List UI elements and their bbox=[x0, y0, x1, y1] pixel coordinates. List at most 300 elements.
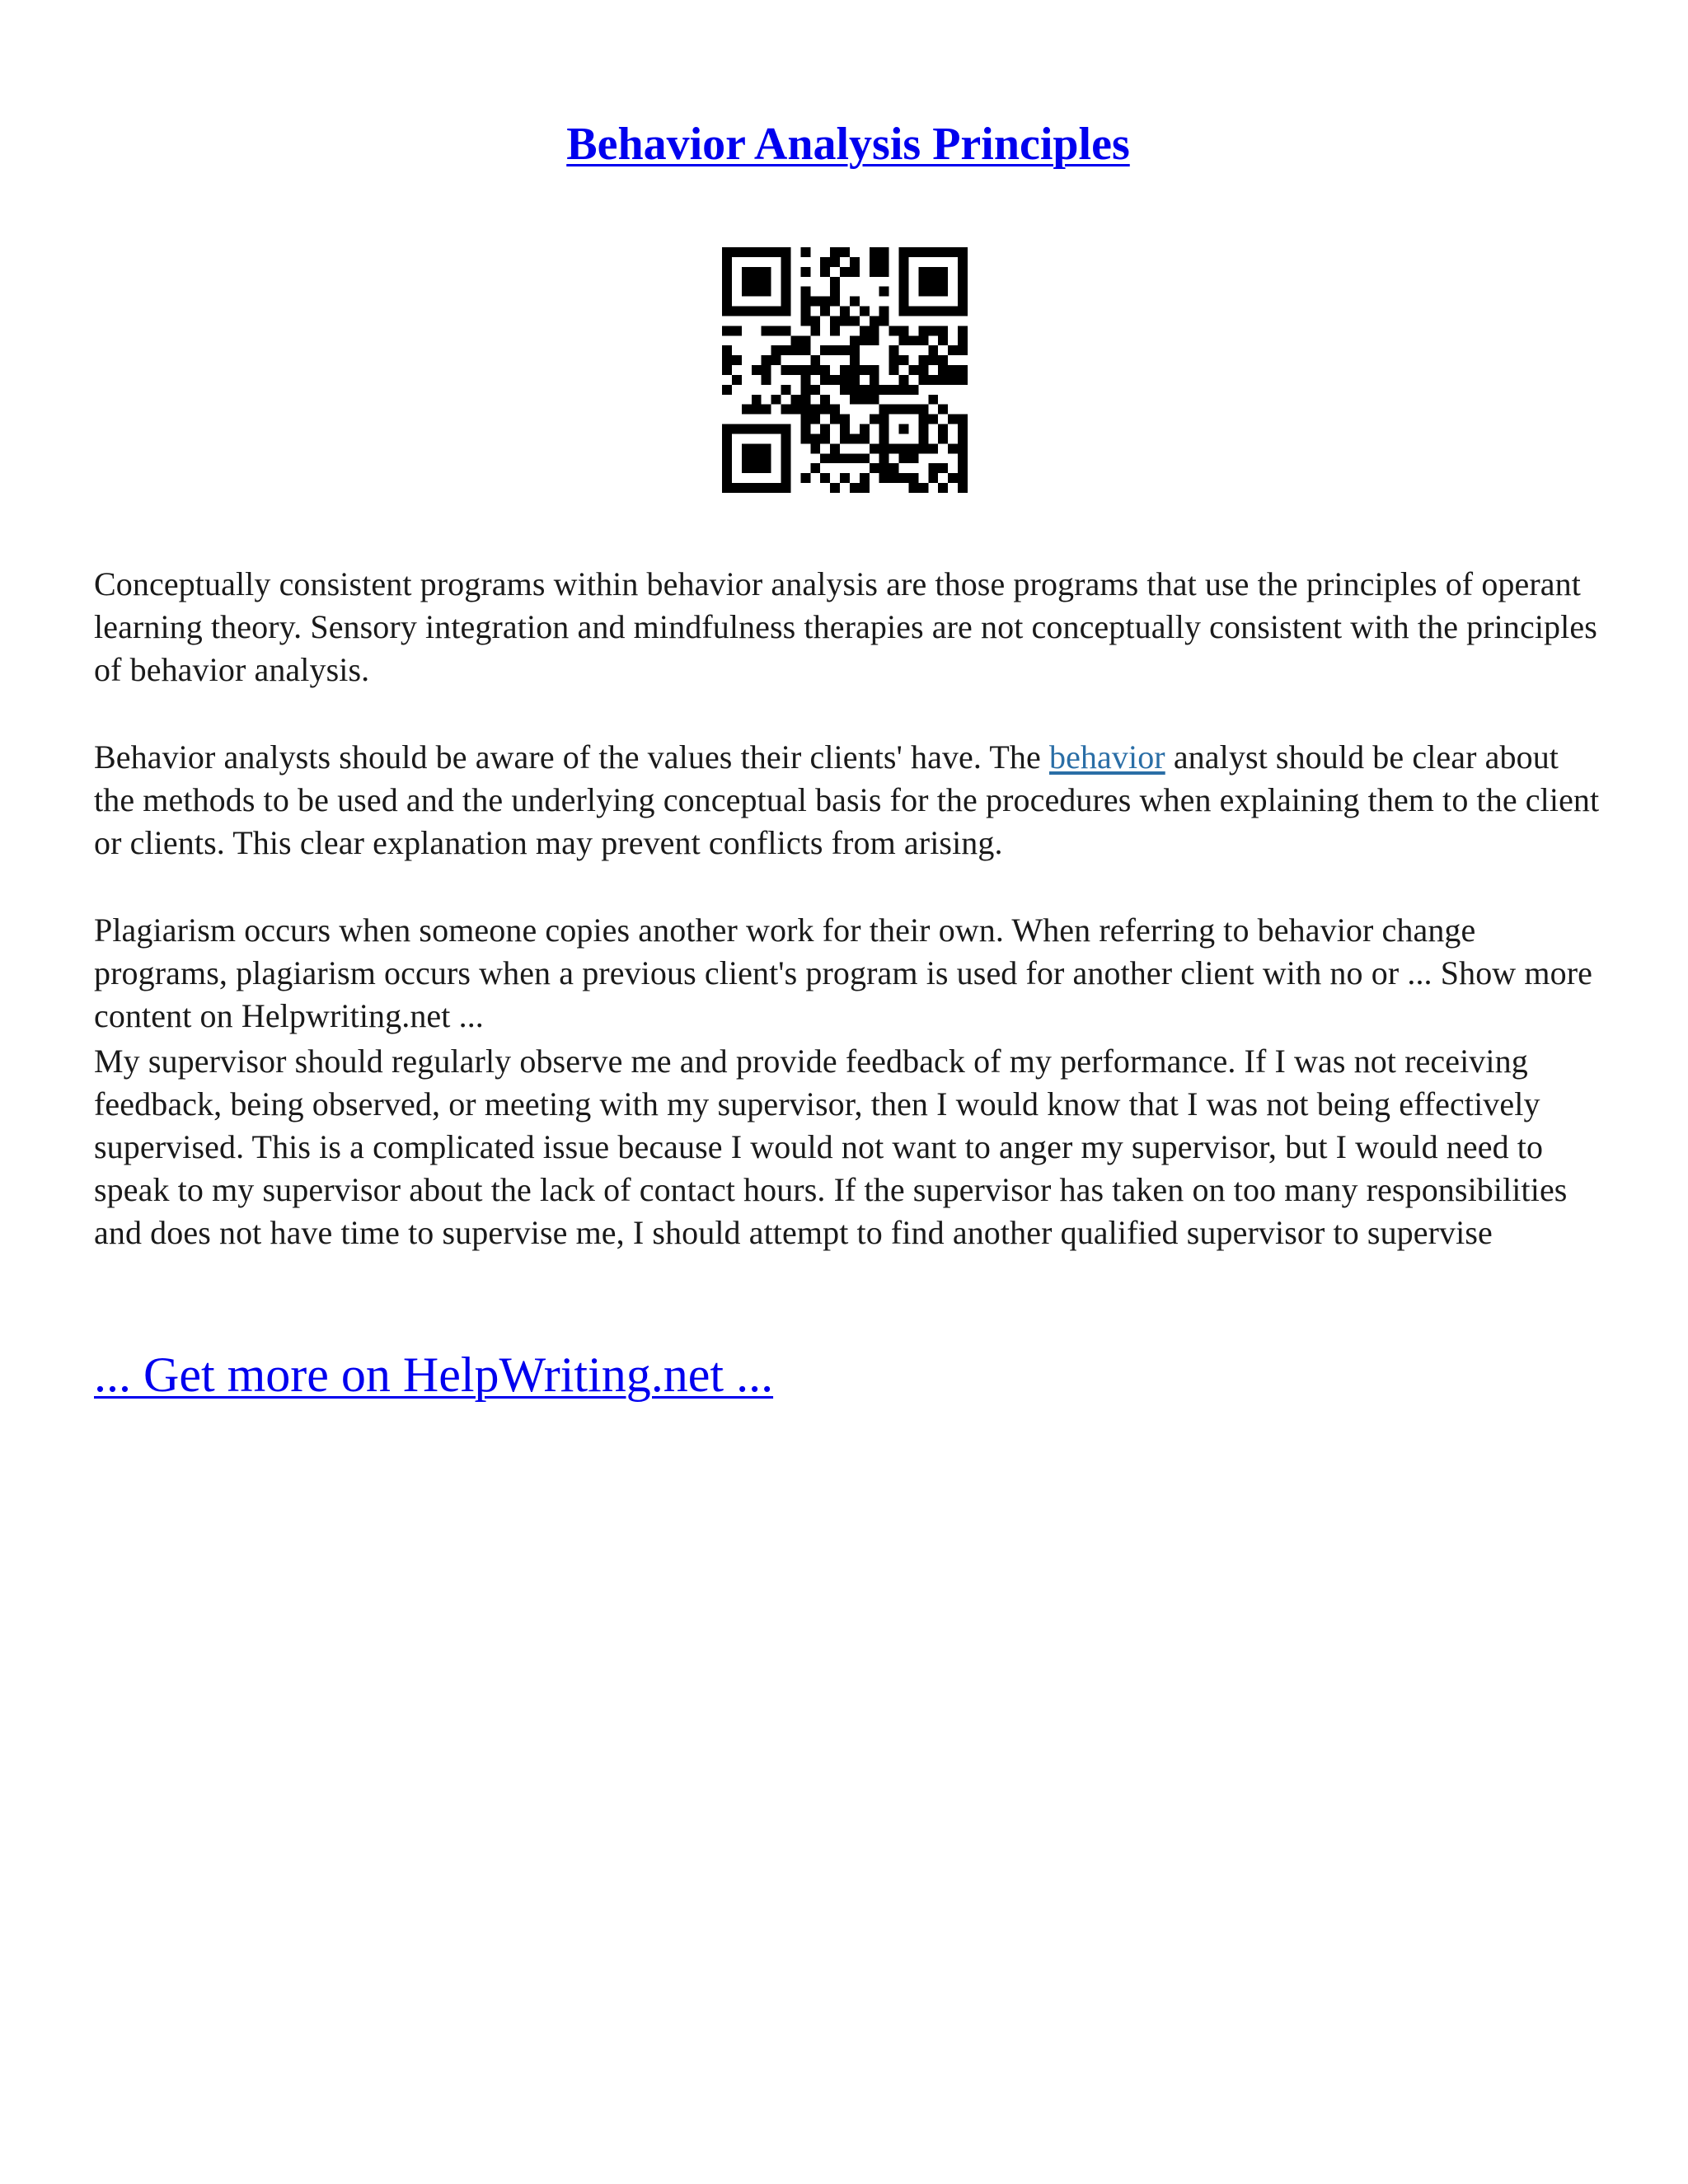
qr-module bbox=[938, 247, 948, 257]
qr-module bbox=[889, 365, 899, 375]
qr-module bbox=[938, 355, 948, 365]
qr-module bbox=[958, 483, 968, 493]
qr-module bbox=[879, 385, 889, 395]
paragraph-1: Conceptually consistent programs within behavior analysis are those programs that use the principles of operant learning theory. Sensory integration and mindfulness therapies are not conceptually consistent with the principles of behavior analysis. bbox=[94, 565, 1597, 688]
qr-module bbox=[879, 415, 889, 424]
qr-module bbox=[928, 326, 938, 335]
qr-module bbox=[781, 365, 791, 375]
paragraph-2-text-start: Behavior analysts should be aware of the values their clients' have. The bbox=[94, 738, 1049, 776]
qr-module bbox=[732, 307, 742, 316]
qr-module bbox=[958, 335, 968, 345]
qr-module bbox=[870, 247, 879, 257]
qr-module bbox=[800, 415, 810, 424]
qr-module bbox=[810, 415, 820, 424]
qr-module bbox=[762, 326, 771, 335]
qr-module bbox=[879, 316, 889, 326]
qr-module bbox=[810, 443, 820, 453]
qr-module bbox=[830, 483, 840, 493]
qr-module bbox=[879, 473, 889, 483]
qr-module bbox=[790, 405, 800, 415]
qr-module bbox=[908, 385, 918, 395]
qr-module bbox=[781, 424, 791, 434]
qr-module bbox=[722, 307, 732, 316]
qr-module bbox=[958, 365, 968, 375]
qr-module bbox=[732, 355, 742, 365]
paragraph-2 bbox=[94, 736, 1602, 865]
qr-module bbox=[722, 267, 732, 277]
qr-module bbox=[742, 287, 752, 297]
qr-module bbox=[918, 326, 928, 335]
qr-module bbox=[762, 483, 771, 493]
qr-module bbox=[820, 434, 830, 443]
qr-module bbox=[938, 307, 948, 316]
qr-module bbox=[958, 473, 968, 483]
qr-module bbox=[948, 375, 958, 385]
qr-module bbox=[860, 483, 870, 493]
qr-module bbox=[810, 326, 820, 335]
qr-module bbox=[860, 307, 870, 316]
page-title bbox=[94, 115, 1602, 173]
qr-module bbox=[800, 375, 810, 385]
qr-module bbox=[928, 247, 938, 257]
qr-module bbox=[958, 267, 968, 277]
qr-module bbox=[870, 257, 879, 267]
qr-module bbox=[860, 326, 870, 335]
qr-module bbox=[742, 405, 752, 415]
qr-module bbox=[742, 483, 752, 493]
qr-module bbox=[860, 473, 870, 483]
qr-module bbox=[870, 385, 879, 395]
qr-module bbox=[742, 277, 752, 287]
qr-module bbox=[752, 483, 762, 493]
qr-module bbox=[762, 307, 771, 316]
qr-module bbox=[840, 316, 850, 326]
qr-module bbox=[732, 326, 742, 335]
qr-module bbox=[722, 297, 732, 307]
qr-module bbox=[762, 287, 771, 297]
qr-module bbox=[781, 443, 791, 453]
qr-module bbox=[850, 375, 860, 385]
qr-module bbox=[781, 257, 791, 267]
qr-module bbox=[810, 355, 820, 365]
qr-module bbox=[800, 335, 810, 345]
qr-module bbox=[899, 277, 909, 287]
qr-module bbox=[800, 385, 810, 395]
qr-module bbox=[958, 257, 968, 267]
qr-module bbox=[899, 443, 909, 453]
qr-module bbox=[762, 463, 771, 473]
qr-module bbox=[722, 287, 732, 297]
qr-module bbox=[800, 267, 810, 277]
qr-module bbox=[948, 415, 958, 424]
qr-module bbox=[781, 483, 791, 493]
qr-module bbox=[820, 405, 830, 415]
qr-module bbox=[870, 365, 879, 375]
qr-module bbox=[762, 375, 771, 385]
qr-module bbox=[918, 375, 928, 385]
qr-module bbox=[800, 287, 810, 297]
qr-module bbox=[928, 415, 938, 424]
qr-module bbox=[938, 287, 948, 297]
qr-module bbox=[820, 307, 830, 316]
qr-module bbox=[850, 434, 860, 443]
qr-module bbox=[800, 316, 810, 326]
qr-module bbox=[928, 473, 938, 483]
qr-module bbox=[820, 375, 830, 385]
qr-module bbox=[860, 365, 870, 375]
qr-module bbox=[722, 453, 732, 463]
qr-module bbox=[938, 335, 948, 345]
qr-module bbox=[889, 345, 899, 355]
qr-module bbox=[908, 453, 918, 463]
qr-module bbox=[762, 453, 771, 463]
qr-module bbox=[958, 326, 968, 335]
qr-module bbox=[820, 473, 830, 483]
qr-module bbox=[732, 424, 742, 434]
qr-module bbox=[850, 335, 860, 345]
qr-module bbox=[899, 297, 909, 307]
qr-module bbox=[879, 307, 889, 316]
qr-module bbox=[820, 424, 830, 434]
qr-module bbox=[899, 267, 909, 277]
qr-module bbox=[879, 453, 889, 463]
qr-code-graphic bbox=[722, 247, 968, 493]
qr-module bbox=[752, 424, 762, 434]
qr-module bbox=[762, 267, 771, 277]
qr-module bbox=[958, 247, 968, 257]
qr-module bbox=[938, 365, 948, 375]
qr-module bbox=[899, 453, 909, 463]
qr-module bbox=[928, 277, 938, 287]
qr-module bbox=[830, 257, 840, 267]
behavior-link[interactable]: behavior bbox=[1048, 738, 1165, 776]
qr-module bbox=[742, 267, 752, 277]
qr-module bbox=[938, 463, 948, 473]
qr-module bbox=[918, 247, 928, 257]
qr-module bbox=[722, 277, 732, 287]
qr-module bbox=[879, 257, 889, 267]
qr-module bbox=[722, 345, 732, 355]
qr-module bbox=[870, 375, 879, 385]
qr-module bbox=[840, 424, 850, 434]
qr-module bbox=[830, 326, 840, 335]
qr-module bbox=[928, 287, 938, 297]
qr-module bbox=[722, 385, 732, 395]
qr-module bbox=[771, 483, 781, 493]
qr-module bbox=[771, 355, 781, 365]
qr-module bbox=[958, 307, 968, 316]
qr-module bbox=[908, 473, 918, 483]
qr-module bbox=[899, 355, 909, 365]
qr-module bbox=[800, 424, 810, 434]
qr-module bbox=[958, 463, 968, 473]
qr-module bbox=[860, 424, 870, 434]
qr-module bbox=[879, 287, 889, 297]
qr-module bbox=[870, 326, 879, 335]
qr-module bbox=[899, 385, 909, 395]
qr-module bbox=[790, 365, 800, 375]
qr-module bbox=[810, 463, 820, 473]
qr-module bbox=[732, 247, 742, 257]
qr-module bbox=[870, 415, 879, 424]
qr-module bbox=[860, 385, 870, 395]
qr-module bbox=[918, 443, 928, 453]
qr-module bbox=[850, 316, 860, 326]
qr-module bbox=[800, 473, 810, 483]
qr-module bbox=[899, 287, 909, 297]
qr-module bbox=[958, 375, 968, 385]
qr-module bbox=[820, 345, 830, 355]
qr-module bbox=[752, 247, 762, 257]
qr-module bbox=[810, 434, 820, 443]
qr-module bbox=[722, 247, 732, 257]
qr-module bbox=[948, 247, 958, 257]
qr-module bbox=[742, 453, 752, 463]
qr-code-icon bbox=[722, 247, 968, 493]
qr-module bbox=[938, 267, 948, 277]
qr-module bbox=[850, 297, 860, 307]
qr-module bbox=[850, 483, 860, 493]
qr-module bbox=[958, 287, 968, 297]
qr-module bbox=[928, 267, 938, 277]
qr-module bbox=[781, 247, 791, 257]
qr-module bbox=[850, 385, 860, 395]
qr-module bbox=[820, 365, 830, 375]
qr-module bbox=[928, 375, 938, 385]
qr-module bbox=[840, 385, 850, 395]
qr-module bbox=[830, 277, 840, 287]
qr-module bbox=[908, 483, 918, 493]
qr-module bbox=[870, 443, 879, 453]
qr-module bbox=[830, 345, 840, 355]
qr-module bbox=[850, 355, 860, 365]
paragraph-2-text-end: analyst should be clear about the methods to be used and the underlying conceptual basis for the procedures when explaining them to the client or clients. This clear explanation may prevent conflicts from arising. bbox=[94, 738, 1600, 861]
qr-module bbox=[722, 483, 732, 493]
qr-module bbox=[850, 267, 860, 277]
qr-module bbox=[899, 247, 909, 257]
qr-module bbox=[820, 257, 830, 267]
qr-module bbox=[810, 365, 820, 375]
qr-module bbox=[958, 443, 968, 453]
qr-module bbox=[928, 395, 938, 405]
qr-module bbox=[958, 415, 968, 424]
qr-module bbox=[899, 473, 909, 483]
qr-module bbox=[850, 453, 860, 463]
qr-module bbox=[850, 395, 860, 405]
qr-module bbox=[870, 267, 879, 277]
qr-module bbox=[938, 326, 948, 335]
qr-module bbox=[781, 287, 791, 297]
qr-module bbox=[781, 385, 791, 395]
qr-module bbox=[790, 335, 800, 345]
qr-module bbox=[948, 365, 958, 375]
qr-module bbox=[752, 453, 762, 463]
qr-module bbox=[722, 326, 732, 335]
more-link-line bbox=[94, 1345, 773, 1404]
qr-module bbox=[742, 424, 752, 434]
qr-module bbox=[771, 307, 781, 316]
qr-module bbox=[879, 443, 889, 453]
qr-module bbox=[742, 307, 752, 316]
qr-module bbox=[771, 345, 781, 355]
qr-module bbox=[840, 415, 850, 424]
qr-module bbox=[899, 307, 909, 316]
qr-module bbox=[820, 267, 830, 277]
qr-module bbox=[958, 453, 968, 463]
qr-module bbox=[752, 307, 762, 316]
qr-module bbox=[958, 297, 968, 307]
title-link[interactable]: Behavior Analysis Principles bbox=[566, 119, 1130, 170]
qr-module bbox=[830, 375, 840, 385]
qr-module bbox=[810, 316, 820, 326]
qr-module bbox=[752, 267, 762, 277]
qr-module bbox=[830, 405, 840, 415]
qr-module bbox=[800, 405, 810, 415]
qr-module bbox=[958, 434, 968, 443]
qr-module bbox=[948, 473, 958, 483]
qr-module bbox=[860, 434, 870, 443]
qr-module bbox=[918, 424, 928, 434]
qr-module bbox=[840, 345, 850, 355]
qr-module bbox=[840, 267, 850, 277]
qr-module bbox=[840, 473, 850, 483]
qr-module bbox=[771, 395, 781, 405]
qr-module bbox=[908, 443, 918, 453]
qr-module bbox=[722, 365, 732, 375]
paragraph-4: My supervisor should regularly observe me and provide feedback of my performance. If I was not receiving feedback, being observed, or meeting with my supervisor, then I would know that I was not being effectively supervised. This is a complicated issue because I would not want to anger my supervisor, but I would need to speak to my supervisor about the lack of contact hours. If the supervisor has taken on too many responsibilities and does not have time to supervise me, I should attempt to find another qualified supervisor to supervise bbox=[94, 1043, 1568, 1251]
qr-module bbox=[899, 326, 909, 335]
qr-module bbox=[800, 395, 810, 405]
qr-module bbox=[928, 355, 938, 365]
qr-module bbox=[762, 277, 771, 287]
qr-module bbox=[781, 326, 791, 335]
get-more-link[interactable]: ... Get more on HelpWriting.net ... bbox=[94, 1347, 774, 1402]
qr-module bbox=[810, 385, 820, 395]
qr-module bbox=[958, 345, 968, 355]
qr-module bbox=[879, 405, 889, 415]
qr-module bbox=[860, 395, 870, 405]
qr-module bbox=[781, 463, 791, 473]
qr-module bbox=[771, 424, 781, 434]
qr-module bbox=[781, 405, 791, 415]
qr-module bbox=[908, 335, 918, 345]
qr-module bbox=[830, 297, 840, 307]
qr-module bbox=[938, 405, 948, 415]
qr-module bbox=[870, 463, 879, 473]
qr-module bbox=[840, 375, 850, 385]
qr-module bbox=[899, 424, 909, 434]
qr-module bbox=[918, 307, 928, 316]
qr-module bbox=[790, 395, 800, 405]
qr-module bbox=[918, 434, 928, 443]
qr-module bbox=[830, 415, 840, 424]
qr-module bbox=[928, 463, 938, 473]
qr-module bbox=[820, 395, 830, 405]
qr-module bbox=[840, 453, 850, 463]
qr-module bbox=[830, 443, 840, 453]
qr-module bbox=[850, 345, 860, 355]
qr-module bbox=[800, 297, 810, 307]
qr-module bbox=[781, 453, 791, 463]
qr-module bbox=[918, 335, 928, 345]
qr-module bbox=[948, 443, 958, 453]
qr-module bbox=[860, 335, 870, 345]
qr-module bbox=[879, 247, 889, 257]
qr-module bbox=[870, 395, 879, 405]
qr-module bbox=[889, 463, 899, 473]
qr-module bbox=[889, 443, 899, 453]
qr-module bbox=[879, 267, 889, 277]
qr-module bbox=[781, 277, 791, 287]
qr-module bbox=[722, 355, 732, 365]
qr-module bbox=[742, 443, 752, 453]
qr-module bbox=[781, 473, 791, 483]
qr-module bbox=[820, 297, 830, 307]
qr-module bbox=[781, 434, 791, 443]
qr-module bbox=[781, 297, 791, 307]
qr-module bbox=[908, 247, 918, 257]
qr-module bbox=[800, 247, 810, 257]
qr-module bbox=[752, 443, 762, 453]
qr-module bbox=[840, 434, 850, 443]
paragraph-3: Plagiarism occurs when someone copies another work for their own. When referring to behavior change programs, plagiarism occurs when a previous client's program is used for another client with no or ... Show more content on Helpwriting.net ... bbox=[94, 912, 1592, 1034]
qr-module bbox=[830, 247, 840, 257]
qr-module bbox=[752, 277, 762, 287]
qr-module bbox=[938, 277, 948, 287]
qr-module bbox=[722, 257, 732, 267]
qr-module bbox=[948, 345, 958, 355]
qr-module bbox=[918, 287, 928, 297]
qr-module bbox=[800, 434, 810, 443]
qr-module bbox=[918, 405, 928, 415]
qr-module bbox=[762, 247, 771, 257]
qr-module bbox=[879, 463, 889, 473]
qr-module bbox=[722, 443, 732, 453]
qr-module bbox=[889, 355, 899, 365]
qr-module bbox=[889, 385, 899, 395]
qr-module bbox=[810, 297, 820, 307]
qr-module bbox=[850, 257, 860, 267]
qr-module bbox=[889, 473, 899, 483]
qr-module bbox=[899, 405, 909, 415]
qr-module bbox=[790, 345, 800, 355]
qr-module bbox=[928, 443, 938, 453]
qr-module bbox=[928, 345, 938, 355]
qr-module bbox=[752, 365, 762, 375]
qr-module bbox=[879, 424, 889, 434]
qr-module bbox=[781, 345, 791, 355]
qr-module bbox=[820, 453, 830, 463]
qr-module bbox=[781, 267, 791, 277]
qr-module bbox=[830, 453, 840, 463]
qr-module bbox=[879, 434, 889, 443]
qr-module bbox=[889, 326, 899, 335]
qr-module bbox=[958, 277, 968, 287]
qr-module bbox=[742, 247, 752, 257]
qr-module bbox=[938, 434, 948, 443]
qr-module bbox=[732, 483, 742, 493]
qr-module bbox=[899, 375, 909, 385]
qr-module bbox=[918, 267, 928, 277]
qr-module bbox=[732, 375, 742, 385]
qr-module bbox=[781, 307, 791, 316]
qr-module bbox=[870, 335, 879, 345]
qr-module bbox=[762, 365, 771, 375]
qr-module bbox=[722, 473, 732, 483]
qr-module bbox=[800, 345, 810, 355]
qr-module bbox=[722, 424, 732, 434]
qr-module bbox=[762, 355, 771, 365]
